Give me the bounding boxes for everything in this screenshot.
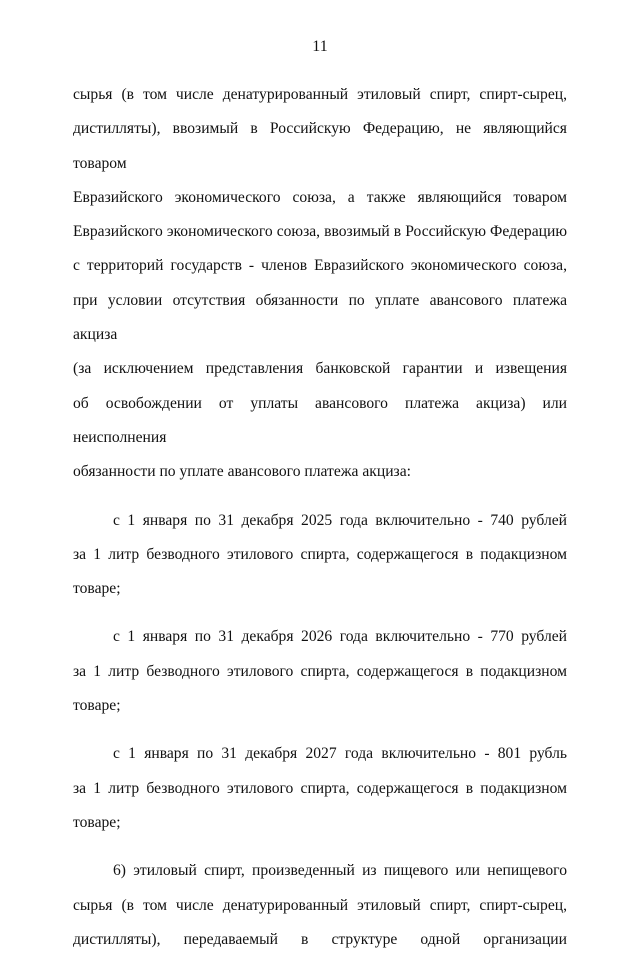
paragraph-continuation <box>73 78 567 490</box>
paragraph-rate-2027 <box>73 737 567 840</box>
text-line: дистилляты), передаваемый в структуре одной организации <box>73 930 567 948</box>
text-line: Евразийского экономического союза, а также являющийся товаром <box>73 188 567 206</box>
text-line: Евразийского экономического союза, ввозимый в Российскую Федерацию <box>73 223 567 241</box>
text-line: за 1 литр безводного этилового спирта, содержащегося в подакцизном <box>73 545 567 563</box>
text-line: сырья (в том числе денатурированный этиловый спирт, спирт-сырец, <box>73 896 567 914</box>
text-line: за 1 литр безводного этилового спирта, содержащегося в подакцизном <box>73 662 567 680</box>
text-line: об освобождении от уплаты авансового платежа акциза) или неисполнения <box>73 394 567 446</box>
paragraph-item-6 <box>73 854 567 957</box>
text-line: с 1 января по 31 декабря 2027 года включительно - 801 рубль <box>113 745 567 763</box>
text-line: за 1 литр безводного этилового спирта, содержащегося в подакцизном <box>73 779 567 797</box>
document-body <box>73 78 567 957</box>
paragraph-rate-2025 <box>73 504 567 607</box>
text-line: с 1 января по 31 декабря 2025 года включительно - 740 рублей <box>113 511 567 529</box>
text-line: 6) этиловый спирт, произведенный из пищевого или непищевого <box>113 862 567 880</box>
paragraph-rate-2026 <box>73 620 567 723</box>
text-line: товаре; <box>73 813 121 831</box>
text-line: сырья (в том числе денатурированный этиловый спирт, спирт-сырец, <box>73 86 567 103</box>
text-line: обязанности по уплате авансового платежа акциза: <box>73 463 411 481</box>
text-line: при условии отсутствия обязанности по уплате авансового платежа акциза <box>73 291 567 344</box>
text-line: с территорий государств - членов Евразийского экономического союза, <box>73 257 567 275</box>
text-line: дистилляты), ввозимый в Российскую Федерацию, не являющийся товаром <box>73 120 567 172</box>
text-line: товаре; <box>73 580 121 598</box>
page-number: 11 <box>312 38 328 55</box>
text-line: (за исключением представления банковской гарантии и извещения <box>73 360 567 378</box>
text-line: с 1 января по 31 декабря 2026 года включительно - 770 рублей <box>113 628 567 646</box>
text-line: товаре; <box>73 697 121 715</box>
